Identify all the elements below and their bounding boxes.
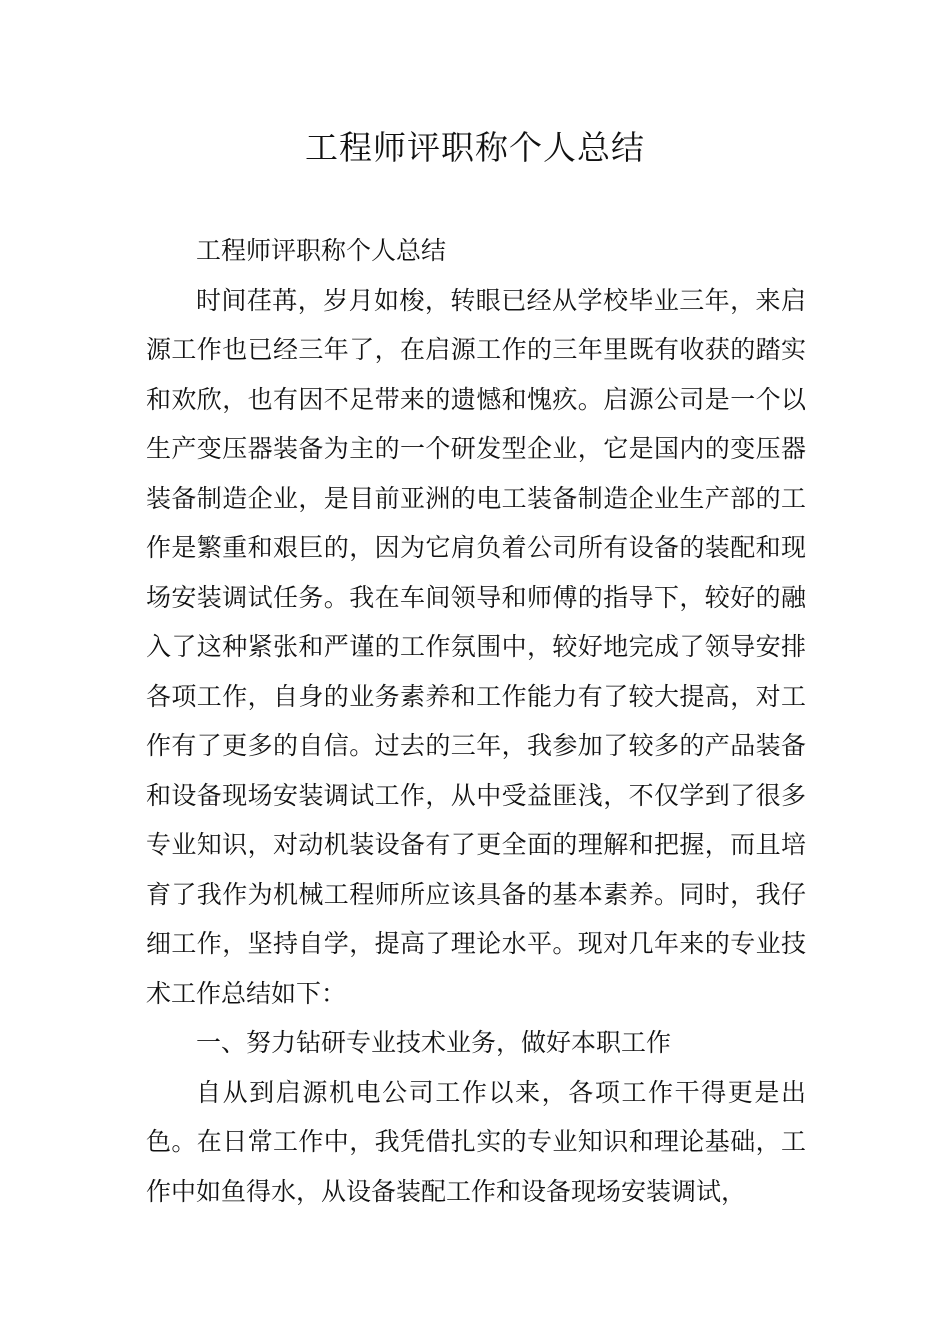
paragraph-section-1: 自从到启源机电公司工作以来，各项工作干得更是出色。在日常工作中，我凭借扎实的专业知识和理论基础，工作中如鱼得水，从设备装配工作和设备现场安装调试， (146, 1077, 806, 1206)
section-heading-1: 一、努力钻研专业技术业务，做好本职工作 (196, 1028, 672, 1057)
document-title: 工程师评职称个人总结 (305, 128, 645, 167)
paragraph-subtitle: 工程师评职称个人总结 (196, 236, 447, 265)
paragraph-introduction: 时间荏苒，岁月如梭，转眼已经从学校毕业三年，来启源工作也已经三年了，在启源工作的三年里既有收获的踏实和欢欣，也有因不足带来的遗憾和愧疚。启源公司是一个以生产变压器装备为主的一个研发型企业，它是国内的变压器装备制造企业，是目前亚洲的电工装备制造企业生产部的工作是繁重和艰巨的，因为它肩负着公司所有设备的装配和现场安装调试任务。我在车间领导和师傅的指导下，较好的融入了这种紧张和严谨的工作氛围中，较好地完成了领导安排各项工作，自身的业务素养和工作能力有了较大提高，对工作有了更多的自信。过去的三年，我参加了较多的产品装备和设备现场安装调试工作，从中受益匪浅，不仅学到了很多专业知识，对动机装设备有了更全面的理解和把握，而且培育了我作为机械工程师所应该具备的基本素养。同时，我仔细工作，坚持自学，提高了理论水平。现对几年来的专业技术工作总结如下： (146, 285, 806, 1008)
document-body (146, 226, 806, 1216)
